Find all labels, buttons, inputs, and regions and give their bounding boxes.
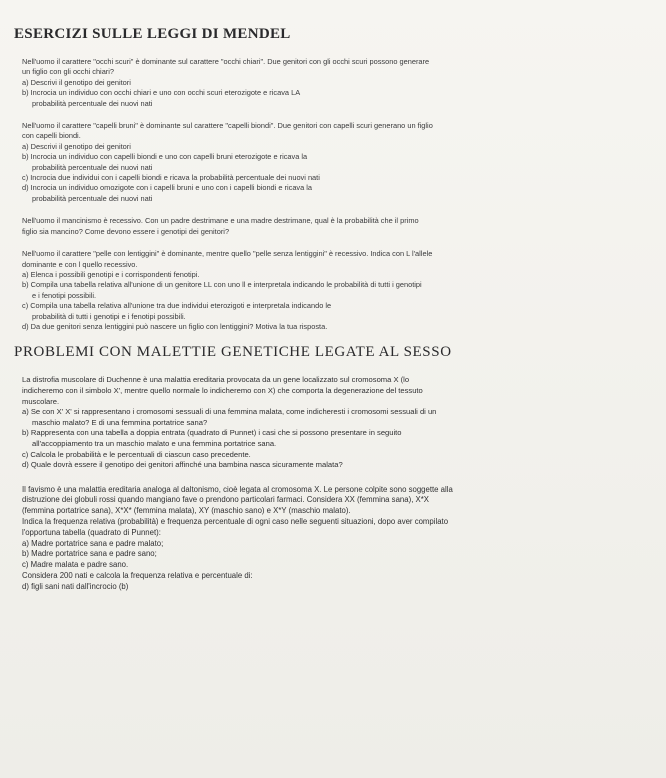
- exercise-text: Considera 200 nati e calcola la frequenza relativa e percentuale di:: [22, 571, 253, 581]
- page-title: ESERCIZI SULLE LEGGI DI MENDEL: [14, 26, 291, 42]
- exercise-text: Nell'uomo il carattere "occhi scuri" è dominante sul carattere "occhi chiari". Due genitori con gli occhi scuri possono generare: [22, 57, 430, 66]
- question-item: a) Descrivi il genotipo dei genitori: [22, 77, 131, 87]
- exercise-text: Nell'uomo il carattere "pelle con lentiggini" è dominante, mentre quello "pelle senza lentiggini" è recessivo. Indica con L l'allele: [22, 249, 433, 259]
- question-item-cont: probabilità di tutti i genotipi e i fenotipi possibili.: [32, 311, 186, 321]
- exercise-text: indicheremo con il simbolo X', mentre quello normale lo indicheremo con X) che comporta la degenerazione del tessuto: [22, 385, 423, 395]
- exercise-freckles: [22, 249, 636, 332]
- question-item-cont: probabilità percentuale dei nuovi nati: [32, 98, 153, 108]
- exercise-text: Il favismo è una malattia ereditaria analoga al daltonismo, cioè legata al cromosoma X. Le persone colpite sono soggette alla: [22, 484, 453, 494]
- question-item-cont: e i fenotipi possibili.: [32, 290, 97, 300]
- question-item: b) Compila una tabella relativa all'unione di un genitore LL con uno ll e interpretala indicando le probabilità di tutti i genotipi: [22, 280, 422, 290]
- exercise-text: Nell'uomo il carattere "capelli bruni" è dominante sul carattere "capelli biondi". Due genitori con capelli scuri generano un figlio: [22, 121, 433, 131]
- question-item-cont: probabilità percentuale dei nuovi nati: [32, 162, 153, 172]
- exercise-text: figlio sia mancino? Come devono essere i genotipi dei genitori?: [22, 226, 230, 236]
- question-item-cont: maschio malato? E di una femmina portatrice sana?: [32, 417, 208, 427]
- question-item: b) Incrocia un individuo con capelli biondi e uno con capelli bruni eterozigote e ricava la: [22, 152, 308, 162]
- exercise-hair-color: [22, 121, 636, 204]
- exercise-favism: [22, 485, 636, 593]
- question-item: b) Rappresenta con una tabella a doppia entrata (quadrato di Punnet) i casi che si possono presentare in seguito: [22, 428, 402, 438]
- sex-linked-problems: [22, 375, 636, 592]
- exercise-text: La distrofia muscolare di Duchenne è una malattia ereditaria provocata da un gene localizzato sul cromosoma X (lo: [22, 375, 410, 385]
- question-item: a) Elenca i possibili genotipi e i corrispondenti fenotipi.: [22, 269, 200, 279]
- question-item: d) Quale dovrà essere il genotipo dei genitori affinché una bambina nasca sicuramente malata?: [22, 460, 343, 470]
- question-item-cont: probabilità percentuale dei nuovi nati: [32, 193, 153, 203]
- exercise-text: distruzione dei globuli rossi quando mangiano fave o prendono particolari farmaci. Considera XX (femmina sana), X*X: [22, 495, 429, 505]
- question-item: c) Calcola le probabilità e le percentuali di ciascun caso precedente.: [22, 449, 251, 459]
- exercise-eye-color: [22, 57, 636, 109]
- question-item: b) Incrocia un individuo con occhi chiari e uno con occhi scuri eterozigote e ricava LA: [22, 88, 301, 98]
- question-item: b) Madre portatrice sana e padre sano;: [22, 549, 157, 559]
- question-item: c) Madre malata e padre sano.: [22, 560, 129, 570]
- question-item: a) Se con X' X' si rappresentano i cromosomi sessuali di una femmina malata, come indicheresti i cromosomi sessuali di un: [22, 407, 437, 417]
- exercise-text: Nell'uomo il mancinismo è recessivo. Con un padre destrimane e una madre destrimane, qual è la probabilità che il primo: [22, 216, 419, 226]
- question-item: d) Incrocia un individuo omozigote con i capelli bruni e uno con i capelli biondi e ricava la: [22, 183, 313, 193]
- question-item: d) Da due genitori senza lentiggini può nascere un figlio con lentiggini? Motiva la tua risposta.: [22, 321, 328, 331]
- exercise-text: con capelli biondi.: [22, 131, 81, 141]
- exercise-duchenne: [22, 375, 636, 470]
- question-item: a) Madre portatrice sana e padre malato;: [22, 538, 164, 548]
- question-item-cont: all'accoppiamento tra un maschio malato e una femmina portatrice sana.: [32, 438, 277, 448]
- exercise-text: l'opportuna tabella (quadrato di Punnet):: [22, 527, 161, 537]
- section-title: PROBLEMI CON MALETTIE GENETICHE LEGATE AL SESSO: [14, 344, 452, 361]
- mendel-exercises: [22, 57, 636, 332]
- exercise-text: dominante e con l quello recessivo.: [22, 259, 138, 269]
- question-item: c) Incrocia due individui con i capelli biondi e ricava la probabilità percentuale dei nuovi nati: [22, 173, 320, 183]
- question-item: a) Descrivi il genotipo dei genitori: [22, 141, 131, 151]
- exercise-left-handedness: [22, 216, 636, 237]
- exercise-text: muscolare.: [22, 396, 60, 406]
- question-item: c) Compila una tabella relativa all'unione tra due individui eterozigoti e interpretala indicando le: [22, 301, 332, 311]
- exercise-text: Indica la frequenza relativa (probabilità) e frequenza percentuale di ogni caso nelle seguenti situazioni, dopo aver compilato: [22, 517, 449, 527]
- question-item: d) figli sani nati dall'incrocio (b): [22, 581, 129, 591]
- exercise-text: (femmina portatrice sana), X*X* (femmina malata), XY (maschio sano) e X*Y (maschio malato).: [22, 506, 351, 516]
- exercise-text: un figlio con gli occhi chiari?: [22, 67, 115, 77]
